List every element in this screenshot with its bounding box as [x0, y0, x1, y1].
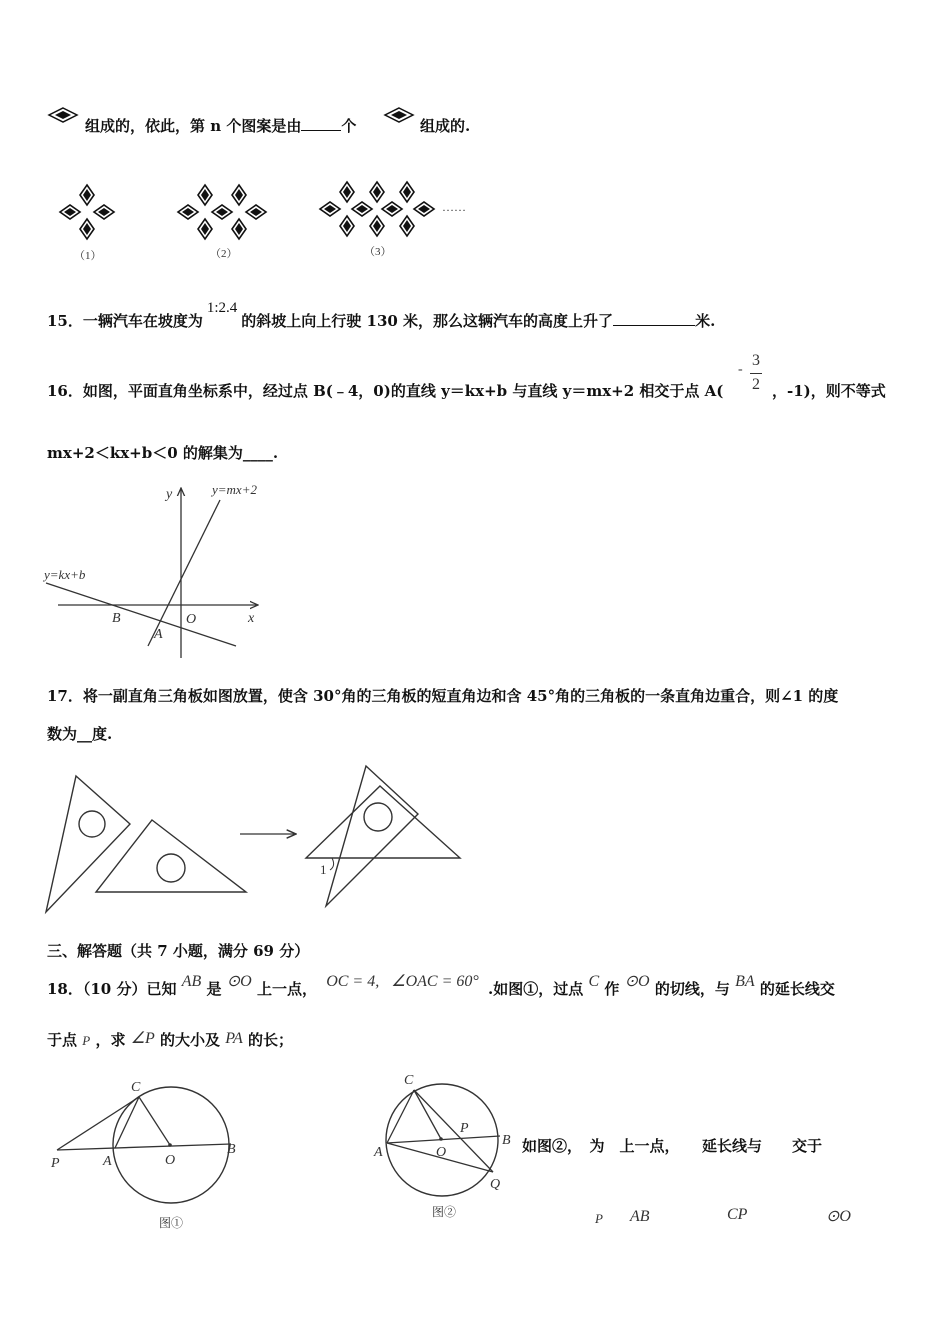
fig1-caption: 图①	[159, 1216, 184, 1230]
triangle-45	[96, 820, 246, 892]
q15-question: 15．一辆汽车在坡度为1:2.4的斜坡上向上行驶 130 米，那么这辆汽车的高度上升了 米.	[47, 300, 716, 330]
q14-blank	[301, 116, 341, 131]
angle-1-label: 1	[320, 862, 327, 877]
q14-text-b: 组成的.	[420, 117, 471, 135]
fig1-center-dot	[168, 1143, 172, 1147]
label-y-mx-2: y=mx+2	[212, 482, 257, 497]
fig1-label-c: C	[131, 1080, 141, 1095]
diamond-icon	[384, 107, 414, 123]
pattern-2	[178, 185, 266, 239]
fig2-label-c: C	[404, 1073, 414, 1088]
q17-question-line1: 17．将一副直角三角板如图放置，使含 30°角的三角板的短直角边和含 45°角的三角板的一条直角边重合，则∠1 的度	[47, 687, 839, 705]
q18-fig2-var-ab: AB	[630, 1208, 650, 1225]
pattern-1	[60, 185, 114, 239]
fig1-label-b: B	[227, 1142, 236, 1157]
q18-given: OC = 4, ∠OAC = 60°	[326, 973, 479, 990]
q16-fraction: - 3 2	[738, 352, 760, 393]
q18-fig2-var-cp: CP	[727, 1206, 748, 1223]
fig1-label-p: P	[51, 1156, 60, 1171]
q17-question-line2: 数为__度.	[47, 725, 113, 743]
line-mx-plus-2	[148, 500, 220, 646]
q18-question-line2: 于点 P ，求 ∠P 的大小及 PA 的长；	[47, 1030, 294, 1049]
fig2-label-q: Q	[490, 1177, 501, 1192]
fig2-label-b: B	[502, 1133, 511, 1148]
triangle-45-hole	[157, 854, 185, 882]
angle-1-arc	[330, 858, 334, 870]
fig2-label-p: P	[460, 1121, 469, 1136]
combined-hole	[364, 803, 392, 831]
fig1-co	[139, 1097, 170, 1145]
q18-fig2-var-p: P	[595, 1211, 603, 1226]
diamond-icon	[48, 107, 78, 123]
combined-triangle-45	[306, 786, 460, 858]
fig2-ab	[387, 1136, 500, 1143]
q18-question-line1: 18．（10 分）已知 AB 是 ⊙O 上一点， OC = 4, ∠OAC = 60° .如图①，过点 C 作 ⊙O 的切线，与 BA 的延长线交	[47, 973, 835, 998]
q18-fig2-var-circle-o: ⊙O	[826, 1208, 851, 1225]
q14-ellipsis: ……	[442, 200, 466, 214]
fig2-center-dot	[439, 1137, 443, 1141]
q14-text-a: 组成的，依此，第 n 个图案是由 个	[85, 117, 357, 135]
q15-blank	[613, 311, 695, 326]
q14-fig-label-1: （1）	[74, 250, 102, 262]
label-axis-x: x	[248, 611, 255, 626]
triangle-30-hole	[79, 811, 105, 837]
q18-figure-1	[45, 1075, 255, 1235]
q16-coordinate-graph	[40, 478, 270, 663]
q14-pattern-figures	[50, 175, 490, 265]
q15-ratio: 1:2.4	[206, 300, 238, 316]
q16-question-line2: mx+2＜kx+b＜0 的解集为____.	[47, 444, 279, 462]
fig2-label-a: A	[374, 1145, 383, 1160]
label-point-b: B	[112, 611, 121, 626]
fig2-label-o: O	[436, 1145, 447, 1160]
q16-question-line1: 16．如图，平面直角坐标系中，经过点 B(﹣4，0)的直线 y＝kx+b 与直线 y＝mx+2 相交于点 A(	[47, 382, 724, 400]
section-3-heading: 三、解答题（共 7 小题，满分 69 分）	[47, 942, 310, 960]
q18-figure-2	[372, 1070, 522, 1220]
label-point-a: A	[154, 627, 163, 642]
pattern-3	[320, 182, 434, 236]
q14-fig-label-3: （3）	[364, 246, 392, 258]
fig2-caption: 图②	[432, 1205, 457, 1219]
fig1-diameter-pb	[57, 1144, 231, 1150]
q18-fig2-text: 如图②， 为 上一点， 延长线与 交于	[522, 1137, 823, 1155]
combined-triangle-30	[326, 766, 418, 906]
q16-question-tail: ，-1)，则不等式	[772, 382, 886, 400]
label-axis-y: y	[166, 487, 173, 502]
label-point-o: O	[186, 612, 197, 627]
fig1-label-a: A	[103, 1154, 112, 1169]
label-y-kx-b: y=kx+b	[44, 567, 86, 582]
line-kx-plus-b	[46, 583, 236, 646]
fig2-cq	[414, 1090, 493, 1172]
q14-fig-label-2: （2）	[210, 248, 238, 260]
fig1-label-o: O	[165, 1153, 176, 1168]
q17-triangles-figure	[40, 762, 470, 922]
